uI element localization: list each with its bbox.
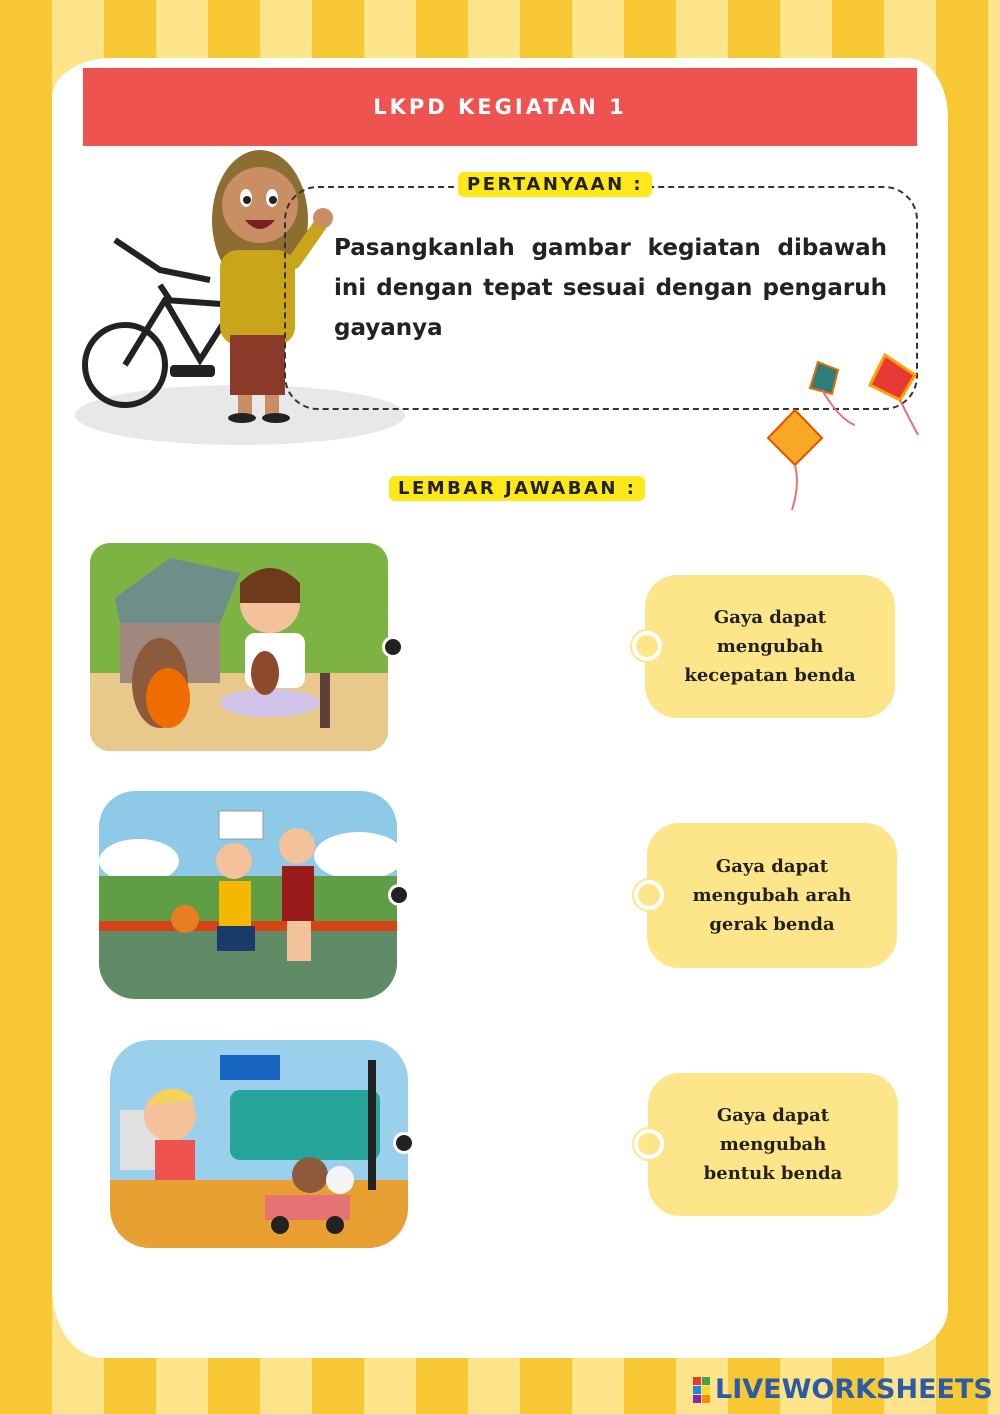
- answer-card-label: Gaya dapat mengubah bentuk benda: [703, 1105, 843, 1184]
- match-dot[interactable]: [388, 884, 410, 906]
- liveworksheets-logo[interactable]: [693, 1374, 993, 1405]
- answer-label: LEMBAR JAWABAN :: [389, 476, 645, 501]
- footer-brand: LIVEWORKSHEETS: [715, 1374, 993, 1405]
- match-dot[interactable]: [393, 1132, 415, 1154]
- answer-card: [648, 1073, 898, 1216]
- question-text: Pasangkanlah gambar kegiatan dibawah ini dengan tepat sesuai dengan pengaruh gayanya: [334, 235, 887, 341]
- question-label: PERTANYAAN :: [458, 172, 652, 197]
- activity-image-basketball: [99, 791, 397, 999]
- title-banner: [83, 68, 917, 146]
- activity-image-pottery: [90, 543, 388, 751]
- match-ring[interactable]: [632, 631, 662, 661]
- match-ring[interactable]: [634, 1129, 664, 1159]
- activity-image-wagon: [110, 1040, 408, 1248]
- page-title: LKPD KEGIATAN 1: [373, 95, 627, 119]
- liveworksheets-icon: [693, 1377, 711, 1403]
- answer-card-label: Gaya dapat mengubah kecepatan benda: [684, 607, 856, 686]
- answer-card-label: Gaya dapat mengubah arah gerak benda: [692, 856, 852, 935]
- answer-card: [645, 575, 895, 718]
- kites-illustration: [760, 350, 930, 520]
- match-dot[interactable]: [382, 636, 404, 658]
- match-ring[interactable]: [634, 880, 664, 910]
- answer-card: [647, 823, 897, 968]
